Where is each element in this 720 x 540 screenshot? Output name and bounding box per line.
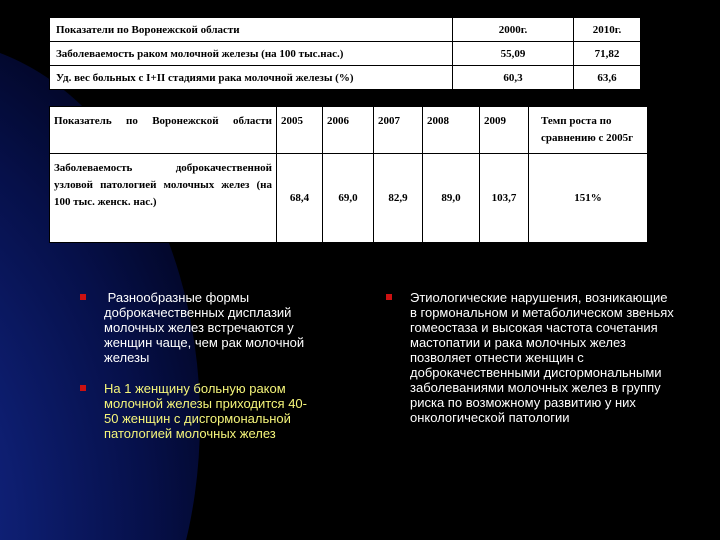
cell-value-2009: 103,7 <box>480 154 529 243</box>
header-year-2008: 2008 <box>423 107 480 154</box>
cell-value-2008: 89,0 <box>423 154 480 243</box>
list-item <box>80 290 320 365</box>
header-indicator <box>50 107 277 154</box>
row-label: Уд. вес больных с I+II стадиями рака молочной железы (%) <box>50 66 453 90</box>
bullet-square-icon <box>80 385 86 391</box>
header-year-2009: 2009 <box>480 107 529 154</box>
row-label <box>50 154 277 243</box>
cell-value: 63,6 <box>574 66 641 90</box>
cell-value: 55,09 <box>453 42 574 66</box>
table-header-row <box>50 107 648 154</box>
row-label: Заболеваемость раком молочной железы (на 100 тыс.нас.) <box>50 42 453 66</box>
table-row <box>50 42 641 66</box>
header-year-2006: 2006 <box>323 107 374 154</box>
bullet-square-icon <box>80 294 86 300</box>
header-growth-rate: Темп роста по сравнению с 2005г <box>529 107 648 154</box>
bullet-text: На 1 женщину больную раком молочной железы приходится 40-50 женщин с дисгормональной патологией молочных желез <box>104 381 307 441</box>
cell-value-2005: 68,4 <box>277 154 323 243</box>
table-row <box>50 66 641 90</box>
list-item <box>386 290 676 425</box>
benign-pathology-table <box>49 106 648 243</box>
right-bullet-list <box>386 290 676 425</box>
cell-value: 60,3 <box>453 66 574 90</box>
header-year-2000: 2000г. <box>453 18 574 42</box>
cell-value-2006: 69,0 <box>323 154 374 243</box>
left-bullet-list <box>80 290 320 441</box>
indicator-description: Заболеваемость доброкачественной узловой патологией молочных желез (на 100 тыс. женск. нас.) <box>54 162 272 208</box>
header-year-2005: 2005 <box>277 107 323 154</box>
list-item <box>80 381 320 441</box>
cell-value-growth: 151% <box>529 154 648 243</box>
header-year-2007: 2007 <box>374 107 423 154</box>
cell-value-2007: 82,9 <box>374 154 423 243</box>
table-header-row <box>50 18 641 42</box>
bullet-square-icon <box>386 294 392 300</box>
cell-value: 71,82 <box>574 42 641 66</box>
regional-stats-table <box>49 17 641 90</box>
bullet-text: Этиологические нарушения, возникающие в гормональном и метаболическом звеньях гомеостаза и высокая частота сочетания мастопатии и рака молочных желез позволяет отнести женщин с доброкачественными дисгормональными заболеваниями молочных желез в группу риска по возможному развитию у них онкологической патологии <box>410 290 674 425</box>
header-year-2010: 2010г. <box>574 18 641 42</box>
indicator-label: Показатель по Воронежской области <box>54 115 272 127</box>
bullet-text: Разнообразные формы доброкачественных дисплазий молочных желез встречаются у женщин чаще, чем рак молочной железы <box>104 290 308 365</box>
header-label: Показатели по Воронежской области <box>50 18 453 42</box>
table-row <box>50 154 648 243</box>
